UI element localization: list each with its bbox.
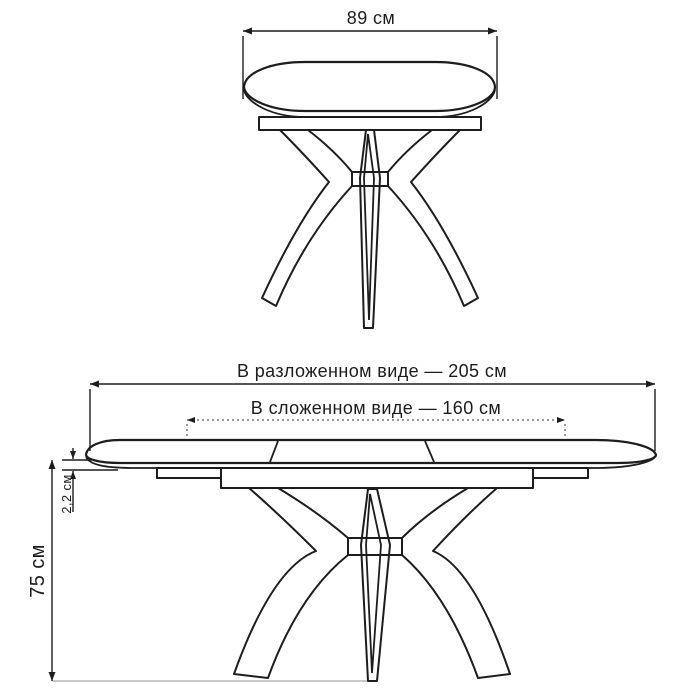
extension-rail-right [533, 468, 588, 478]
tabletop-side-view [86, 440, 656, 463]
right-leg-top-view [388, 130, 478, 306]
right-leg-side-view [402, 488, 510, 678]
extension-rail-left [157, 468, 221, 478]
dimension-extended-205-label: В разложенном виде — 205 см [236, 361, 508, 381]
tabletop-top-view [244, 62, 495, 111]
left-leg-side-view [234, 488, 348, 678]
side-view [27, 361, 656, 681]
dimension-height-75-label: 75 см [27, 544, 49, 598]
left-leg-top-view [262, 130, 352, 306]
apron-top-view [259, 117, 481, 130]
dimension-folded-160 [187, 398, 565, 439]
center-spindle-inner-side-view [366, 494, 381, 673]
crossbar-side-view [348, 538, 402, 555]
center-spindle-inner-top-view [364, 134, 374, 320]
top-view [243, 8, 497, 328]
apron-side-view [221, 468, 533, 488]
dimension-thickness-22-label: 2,2 см [59, 474, 74, 514]
dimension-folded-160-label: В сложенном виде — 160 см [250, 398, 502, 418]
crossbar-top-view [352, 172, 388, 186]
dimension-width-89-label: 89 см [346, 8, 396, 28]
dimension-thickness-22 [59, 448, 76, 514]
